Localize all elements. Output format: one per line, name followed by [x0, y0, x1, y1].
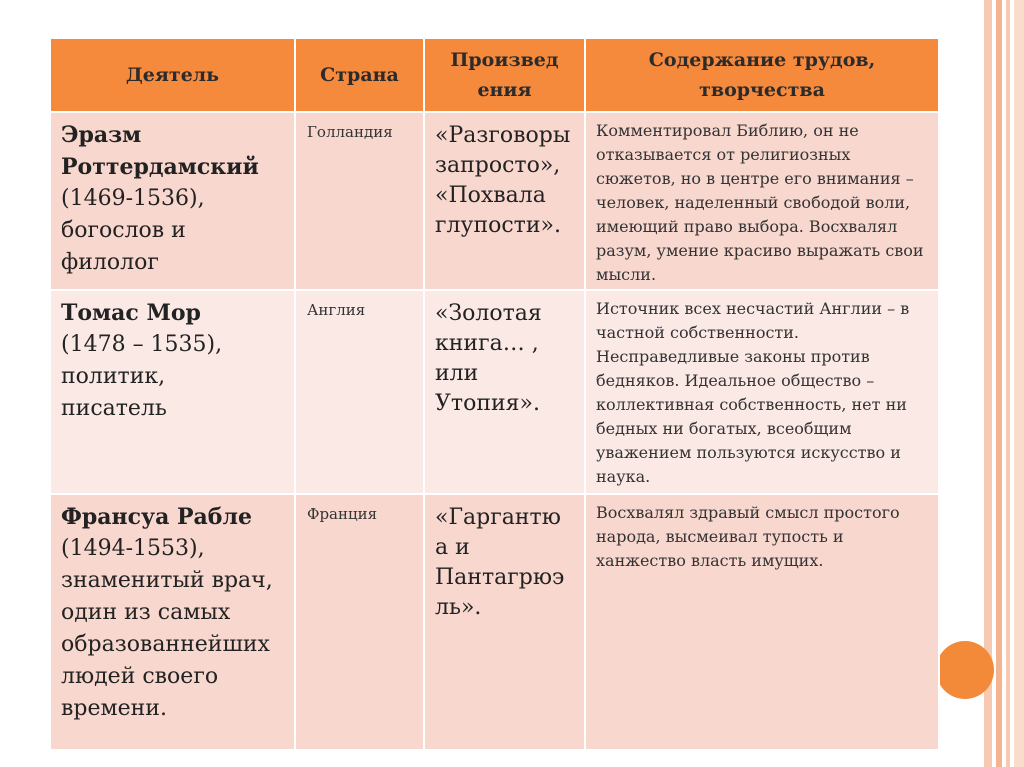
work-line: «Разговоры	[435, 123, 571, 148]
person-detail: филолог	[61, 250, 159, 275]
person-cell	[50, 494, 295, 750]
country-cell: Голландия	[295, 112, 424, 290]
person-detail: знаменитый врач,	[61, 568, 273, 593]
works-cell	[424, 290, 585, 494]
person-detail: писатель	[61, 396, 167, 421]
work-line: или	[435, 361, 479, 386]
person-detail: (1469-1536),	[61, 186, 205, 211]
header-content: Содержание трудов, творчества	[585, 38, 939, 112]
country-cell: Англия	[295, 290, 424, 494]
table-header-row	[50, 38, 939, 112]
decorative-stripes	[984, 0, 1024, 767]
person-detail: (1478 – 1535),	[61, 332, 223, 357]
work-line: а и	[435, 535, 470, 560]
person-detail: людей своего	[61, 664, 219, 689]
works-cell	[424, 494, 585, 750]
work-line: «Золотая	[435, 301, 542, 326]
table-row	[50, 494, 939, 750]
person-cell	[50, 112, 295, 290]
header-person: Деятель	[50, 38, 295, 112]
person-detail: один из самых	[61, 600, 231, 625]
description-cell: Восхвалял здравый смысл простого народа, высмеивал тупость и ханжество власть имущих.	[585, 494, 939, 750]
humanists-table	[49, 37, 940, 751]
person-detail: политик,	[61, 364, 166, 389]
person-cell	[50, 290, 295, 494]
country-cell: Франция	[295, 494, 424, 750]
work-line: глупости».	[435, 213, 561, 238]
decorative-circle	[936, 641, 994, 699]
work-line: Пантагрюэ	[435, 565, 565, 590]
work-line: запросто»,	[435, 153, 561, 178]
work-line: «Гаргантю	[435, 505, 561, 530]
work-line: Утопия».	[435, 391, 540, 416]
table-row	[50, 112, 939, 290]
header-works: Произвед ения	[424, 38, 585, 112]
person-detail: времени.	[61, 696, 167, 721]
person-detail: (1494-1553),	[61, 536, 205, 561]
works-cell	[424, 112, 585, 290]
work-line: ль».	[435, 595, 482, 620]
table-row	[50, 290, 939, 494]
work-line: книга… ,	[435, 331, 539, 356]
description-cell: Комментировал Библию, он не отказывается от религиозных сюжетов, но в центре его внимания – человек, наделенный свободой воли, имеющий право выбора. Восхвалял разум, умение красиво выражать свои мысли.	[585, 112, 939, 290]
description-cell: Источник всех несчастий Англии – в частной собственности. Несправедливые законы против бедняков. Идеальное общество – коллективная собственность, нет ни бедных ни богатых, всеобщим уважением пользуются искусство и наука.	[585, 290, 939, 494]
person-name: Эразм	[61, 122, 142, 148]
work-line: «Похвала	[435, 183, 546, 208]
person-name: Роттердамский	[61, 154, 259, 180]
header-country: Страна	[295, 38, 424, 112]
person-name: Франсуа Рабле	[61, 504, 252, 530]
person-name: Томас Мор	[61, 300, 201, 326]
person-detail: образованнейших	[61, 632, 270, 657]
person-detail: богослов и	[61, 218, 186, 243]
